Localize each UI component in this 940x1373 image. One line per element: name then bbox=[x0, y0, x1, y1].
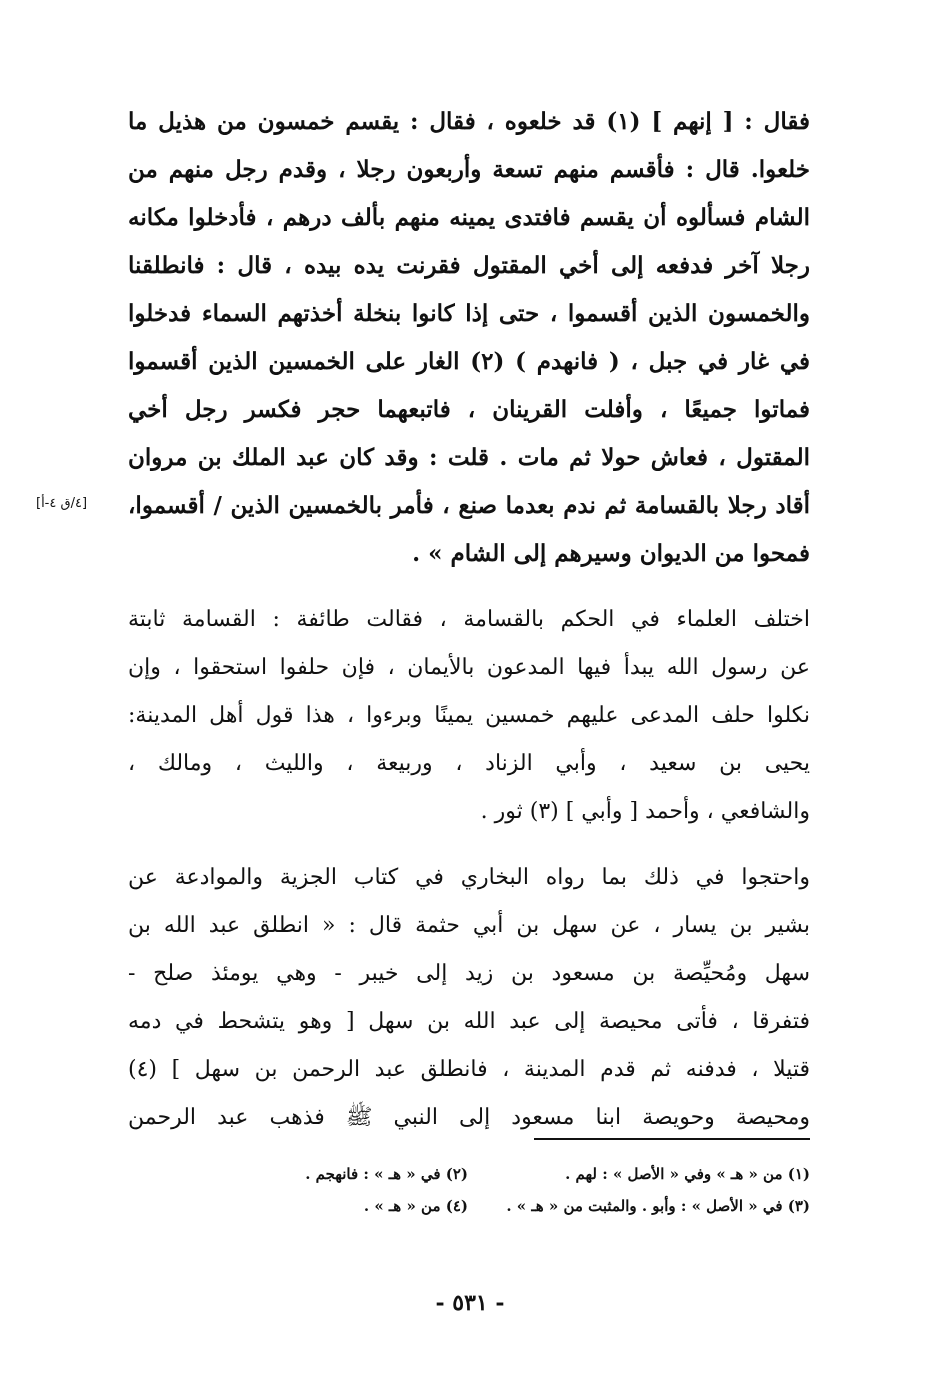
quote-paragraph bbox=[128, 98, 810, 578]
paragraph bbox=[128, 596, 810, 836]
text-line: فتفرقا ، فأتى محيصة إلى عبد الله بن سهل [ وهو يتشحط في دمه bbox=[128, 1009, 810, 1034]
footnote-row bbox=[128, 1158, 810, 1190]
text-line: بشير بن يسار ، عن سهل بن أبي حثمة قال : « انطلق عبد الله بن bbox=[128, 913, 810, 938]
footnote: (٢) في « هـ » : فانهجم . bbox=[305, 1165, 468, 1183]
text-line: سهل ومُحيِّصة بن مسعود بن زيد إلى خيبر - وهي يومئذ صلح - bbox=[128, 961, 810, 986]
text-line: والشافعي ، وأحمد [ وأبي ] (٣) ثور . bbox=[480, 799, 810, 824]
text-line: يحيى بن سعيد ، وأبي الزناد ، وربيعة ، والليث ، ومالك ، bbox=[128, 751, 810, 776]
text-line: رجلا آخر فدفعه إلى أخي المقتول فقرنت يده بيده ، قال : فانطلقنا bbox=[128, 252, 810, 279]
page-number: - ٥٣١ - bbox=[435, 1290, 505, 1316]
text-line: ومحيصة وحويصة ابنا مسعود إلى النبي ﷺ فذهب عبد الرحمن bbox=[128, 1105, 810, 1130]
footnotes bbox=[128, 1158, 810, 1222]
footnote-divider bbox=[534, 1138, 810, 1140]
text-line: واحتجوا في ذلك بما رواه البخاري في كتاب الجزية والموادعة عن bbox=[128, 865, 810, 890]
paragraph bbox=[128, 854, 810, 1142]
text-line: فماتوا جميعًا ، وأفلت القرينان ، فاتبعهما حجر فكسر رجل أخي bbox=[128, 396, 810, 423]
footnote: (١) من « هـ » وفي « الأصل » : لهم . bbox=[565, 1165, 810, 1183]
main-text bbox=[128, 98, 810, 1142]
footnote: (٤) من « هـ » . bbox=[363, 1197, 468, 1215]
text-line: فقال : [ إنهم ] (١) قد خلعوه ، فقال : يقسم خمسون من هذيل ما bbox=[128, 108, 810, 135]
text-line: عن رسول الله يبدأ فيها المدعون بالأيمان ، فإن حلفوا استحقوا ، وإن bbox=[128, 655, 810, 680]
text-line: اختلف العلماء في الحكم بالقسامة ، فقالت طائفة : القسامة ثابتة bbox=[128, 607, 810, 632]
text-line: خلعوا. قال : فأقسم منهم تسعة وأربعون رجلا ، وقدم رجل منهم من bbox=[128, 156, 810, 183]
text-line: قتيلا ، فدفنه ثم قدم المدينة ، فانطلق عبد الرحمن بن سهل ] (٤) bbox=[128, 1057, 810, 1082]
margin-note: [٤/ق ٤-أ] bbox=[36, 496, 88, 511]
text-line: نكلوا حلف المدعى عليهم خمسين يمينًا وبرءوا ، هذا قول أهل المدينة: bbox=[128, 703, 810, 728]
footnote: (٣) في « الأصل » : وأبو . والمثبت من « هـ » . bbox=[506, 1197, 810, 1215]
text-line: المقتول ، فعاش حولا ثم مات . قلت : وقد كان عبد الملك بن مروان bbox=[128, 444, 810, 471]
text-line: أقاد رجلا بالقسامة ثم ندم بعدما صنع ، فأمر بالخمسين الذين / أقسموا، bbox=[128, 492, 810, 519]
footnote-row bbox=[128, 1190, 810, 1222]
text-line: والخمسون الذين أقسموا ، حتى إذا كانوا بنخلة أخذتهم السماء فدخلوا bbox=[128, 300, 810, 327]
text-line: في غار في جبل ، ( فانهدم ) (٢) الغار على الخمسين الذين أقسموا bbox=[128, 348, 810, 375]
text-line: الشام فسألوه أن يقسم فافتدى يمينه منهم بألف درهم ، فأدخلوا مكانه bbox=[128, 204, 810, 231]
text-line: فمحوا من الديوان وسيرهم إلى الشام » . bbox=[412, 540, 810, 567]
